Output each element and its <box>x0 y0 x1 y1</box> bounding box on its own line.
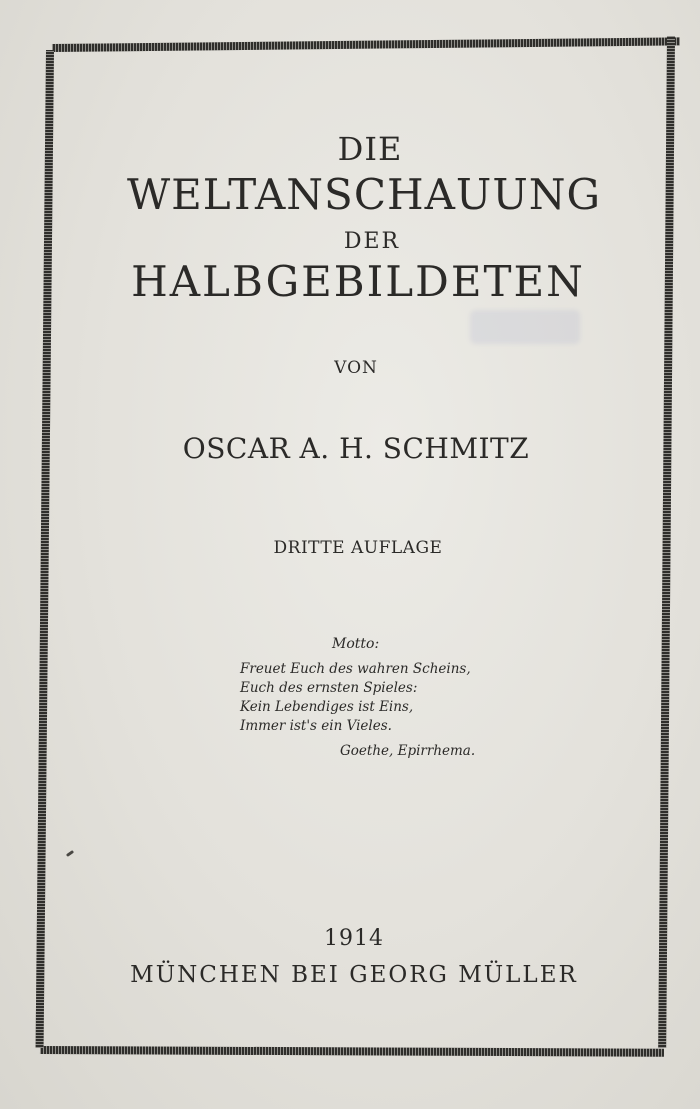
motto-verse-line: Immer ist's ein Vieles. <box>240 718 392 734</box>
by-line: VON <box>334 358 378 378</box>
border-rule-bottom <box>40 1046 664 1057</box>
title-line-3: DER <box>343 229 401 254</box>
motto-source: Goethe, Epirrhema. <box>340 743 476 759</box>
edition-statement: DRITTE AUFLAGE <box>273 538 443 558</box>
author-name: OSCAR A. H. SCHMITZ <box>182 432 530 465</box>
motto-label: Motto: <box>332 636 380 652</box>
title-line-1: DIE <box>337 130 403 168</box>
title-line-4: HALBGEBILDETEN <box>131 257 585 306</box>
faded-library-stamp <box>470 310 580 344</box>
publication-year: 1914 <box>324 926 384 951</box>
motto-verse-line: Euch des ernsten Spieles: <box>240 680 418 696</box>
publisher-imprint: MÜNCHEN BEI GEORG MÜLLER <box>130 962 578 988</box>
motto-verse-line: Kein Lebendiges ist Eins, <box>240 699 414 715</box>
motto-verse <box>240 660 471 736</box>
border-rule-top <box>52 37 680 52</box>
motto-verse-line: Freuet Euch des wahren Scheins, <box>240 661 471 677</box>
paper-speck <box>66 850 74 857</box>
title-line-2: WELTANSCHAUUNG <box>126 170 602 219</box>
